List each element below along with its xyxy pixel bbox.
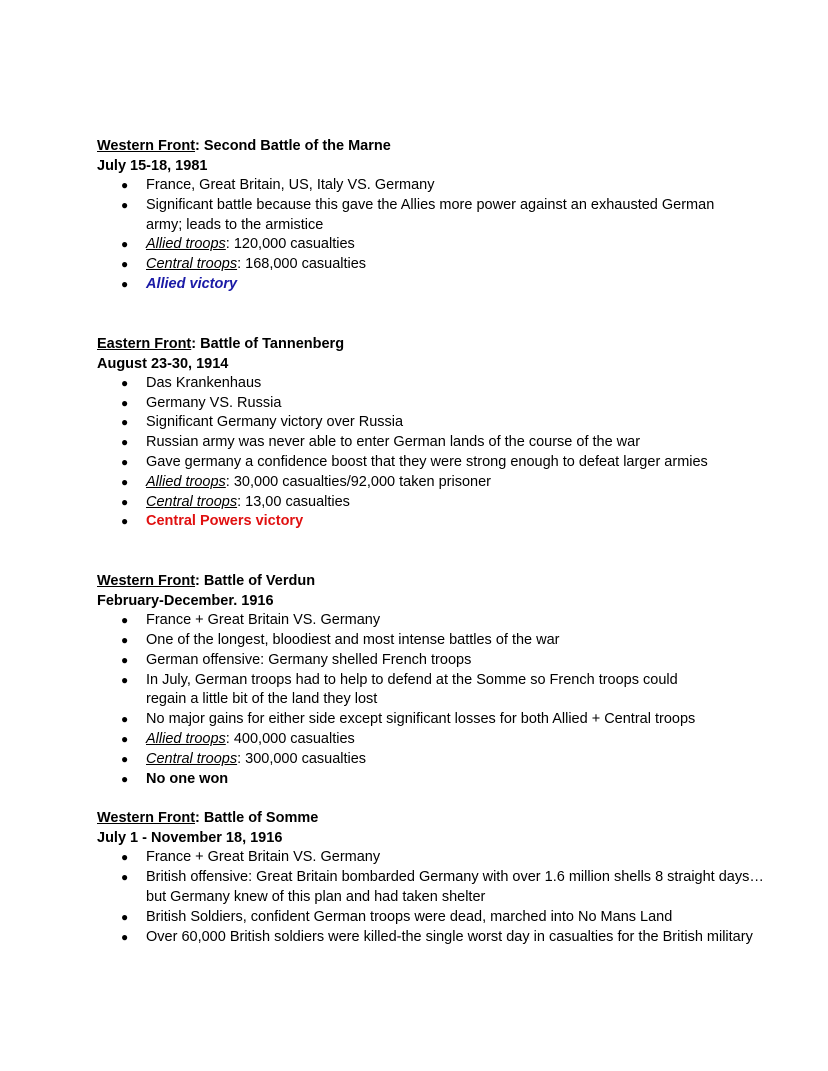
bullet-icon: ● <box>121 909 129 924</box>
list-item: ● Germany VS. Russia <box>97 394 747 414</box>
section-heading <box>97 136 747 156</box>
bullet-list <box>97 611 747 789</box>
bullet-icon: ● <box>121 672 129 687</box>
front-label: Eastern Front <box>97 335 192 352</box>
list-item: ● Allied troops: 400,000 casualties <box>97 730 747 750</box>
list-item: ● France + Great Britain VS. Germany <box>97 611 747 631</box>
battle-name: : Second Battle of the Marne <box>195 138 391 154</box>
list-item: ● Das Krankenhaus <box>97 374 747 394</box>
list-item: ● Significant battle because this gave the Allies more power against an exhausted German army; leads to the armistice <box>121 196 715 233</box>
list-item: ● British Soldiers, confident German troops were dead, marched into No Mans Land <box>97 908 747 928</box>
bullet-icon: ● <box>121 751 129 766</box>
list-item <box>97 770 747 790</box>
battle-date: July 15-18, 1981 <box>97 158 208 174</box>
list-item: ● Russian army was never able to enter German lands of the course of the war <box>97 433 747 453</box>
bullet-icon: ● <box>121 415 129 430</box>
outcome-text: Allied victory <box>146 275 238 292</box>
list-item: ● Over 60,000 British soldiers were killed-the single worst day in casualties for the British military <box>97 928 776 948</box>
battle-date: February-December. 1916 <box>97 593 274 610</box>
bullet-icon: ● <box>121 514 129 529</box>
bullet-icon: ● <box>121 197 129 212</box>
troop-label: Allied troops <box>146 236 226 253</box>
bullet-icon: ● <box>121 237 129 252</box>
list-item: ● Central troops: 13,00 casualties <box>97 493 747 513</box>
list-item: ● No major gains for either side except significant losses for both Allied + Central troops <box>97 710 747 730</box>
bullet-icon: ● <box>121 435 129 450</box>
list-item: ● British offensive: Great Britain bombarded Germany with over 1.6 million shells 8 straight days… but Germany knew of this plan and had taken shelter <box>121 869 764 905</box>
front-label: Western Front <box>97 138 196 154</box>
troop-label: Central troops <box>146 750 238 767</box>
bullet-icon: ● <box>121 771 129 786</box>
battle-date: August 23-30, 1914 <box>97 355 229 372</box>
troop-label: Central troops <box>146 493 238 510</box>
list-item: ● Central troops: 300,000 casualties <box>97 750 747 770</box>
bullet-icon: ● <box>121 712 129 727</box>
bullet-icon: ● <box>121 652 129 667</box>
bullet-icon: ● <box>121 474 129 489</box>
battle-section-somme <box>97 808 764 947</box>
bullet-list <box>97 176 747 295</box>
list-item: ● One of the longest, bloodiest and most intense battles of the war <box>97 631 747 651</box>
section-heading <box>97 808 747 828</box>
bullet-icon: ● <box>121 632 129 647</box>
bullet-icon: ● <box>121 929 129 944</box>
bullet-icon: ● <box>121 494 129 509</box>
bullet-icon: ● <box>121 613 129 628</box>
outcome-text: No one won <box>146 770 229 787</box>
bullet-icon: ● <box>121 454 129 469</box>
list-item: ● Significant Germany victory over Russia <box>97 413 747 433</box>
front-label: Western Front <box>97 573 196 590</box>
bullet-icon: ● <box>121 375 129 390</box>
list-item: ● Gave germany a confidence boost that they were strong enough to defeat larger armies <box>97 453 747 473</box>
battle-section-marne <box>97 136 747 295</box>
list-item: ● Allied troops: 30,000 casualties/92,000 taken prisoner <box>97 473 747 493</box>
battle-section-tannenberg <box>97 334 747 532</box>
list-item: ● Central troops: 168,000 casualties <box>97 255 747 275</box>
list-item: ● France, Great Britain, US, Italy VS. Germany <box>97 176 747 196</box>
section-heading <box>97 334 747 354</box>
battle-name: : Battle of Tannenberg <box>191 335 345 352</box>
list-item: ● German offensive: Germany shelled French troops <box>97 651 747 671</box>
section-heading <box>97 571 747 591</box>
battle-name: : Battle of Verdun <box>195 573 316 590</box>
front-label: Western Front <box>97 810 196 827</box>
bullet-icon: ● <box>121 257 129 272</box>
document-page <box>97 136 764 947</box>
list-item: ● France + Great Britain VS. Germany <box>97 848 747 868</box>
bullet-icon: ● <box>121 178 129 192</box>
list-item <box>97 275 747 295</box>
troop-label: Central troops <box>146 256 238 273</box>
list-item: ● Allied troops: 120,000 casualties <box>97 235 747 255</box>
outcome-text: Central Powers victory <box>146 513 304 530</box>
bullet-list <box>97 374 747 532</box>
bullet-icon: ● <box>121 276 129 291</box>
battle-section-verdun <box>97 571 747 789</box>
troop-label: Allied troops <box>146 730 226 747</box>
bullet-icon: ● <box>121 850 129 865</box>
bullet-list <box>97 848 764 947</box>
list-item <box>97 512 747 532</box>
bullet-icon: ● <box>121 870 129 885</box>
bullet-icon: ● <box>121 395 129 410</box>
troop-label: Allied troops <box>146 473 226 490</box>
list-item: ● In July, German troops had to help to defend at the Somme so French troops could regain a little bit of the land they lost <box>121 671 678 708</box>
battle-date: July 1 - November 18, 1916 <box>97 830 283 847</box>
battle-name: : Battle of Somme <box>195 810 319 827</box>
bullet-icon: ● <box>121 731 129 746</box>
